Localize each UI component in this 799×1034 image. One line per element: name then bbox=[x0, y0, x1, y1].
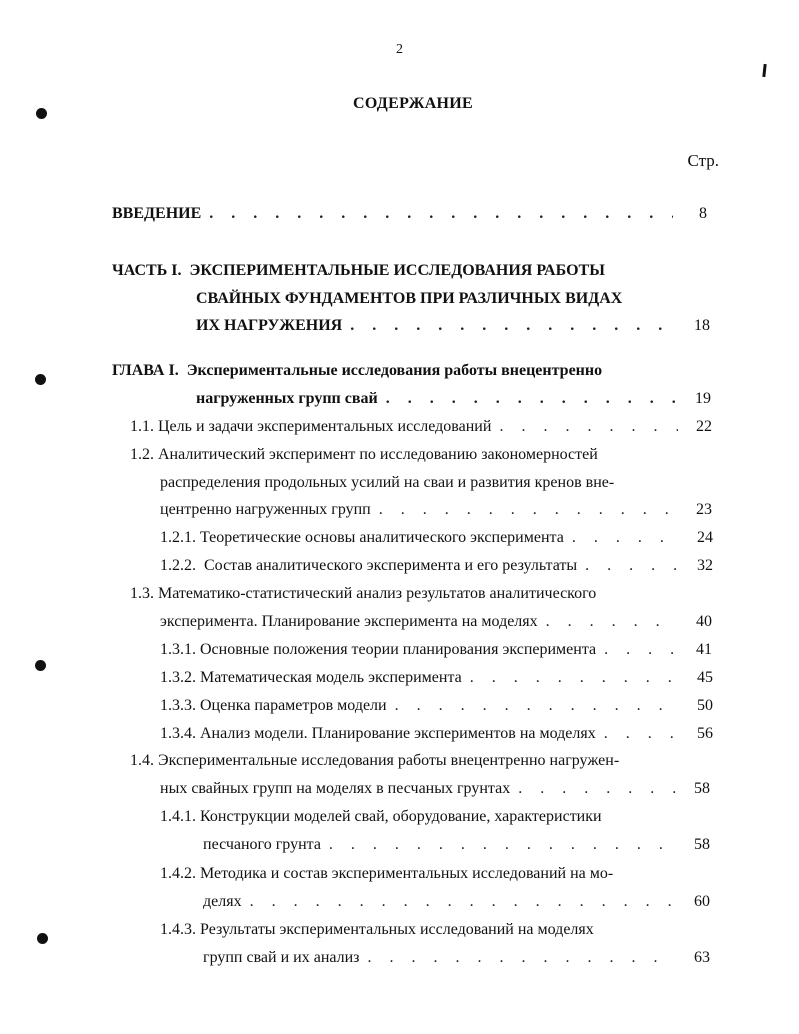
toc-entry-part-1[interactable] bbox=[196, 316, 710, 336]
leader-dots bbox=[250, 892, 676, 912]
toc-entry-1-1[interactable] bbox=[130, 417, 712, 437]
leader-dots bbox=[470, 668, 679, 688]
toc-entry-label: нагруженных групп свай bbox=[196, 390, 378, 407]
toc-entry-label: песчаного грунта bbox=[203, 836, 321, 853]
toc-page-number: 23 bbox=[696, 501, 712, 518]
toc-entry-1-4-3[interactable] bbox=[160, 920, 594, 940]
leader-dots bbox=[367, 948, 676, 968]
toc-entry-label: Результаты экспериментальных исследований на моделях bbox=[200, 921, 594, 938]
chapter-number: ГЛАВА I. bbox=[112, 362, 179, 379]
section-number: 1.2. bbox=[130, 446, 154, 463]
toc-entry-1-3-4[interactable] bbox=[160, 724, 713, 744]
chapter-title: Экспериментальные исследования работы внецентренно bbox=[186, 362, 603, 379]
toc-page-number: 8 bbox=[699, 205, 707, 222]
toc-entry-1-4-3-end[interactable] bbox=[203, 948, 710, 968]
section-number: 1.4.2. bbox=[160, 865, 196, 882]
leader-dots bbox=[585, 556, 679, 576]
part-title: ЭКСПЕРИМЕНТАЛЬНЫЕ ИССЛЕДОВАНИЯ РАБОТЫ bbox=[189, 262, 605, 279]
section-number: 1.3. bbox=[130, 585, 154, 602]
section-number: 1.2.2. bbox=[160, 557, 196, 574]
leader-dots bbox=[518, 779, 676, 799]
toc-entry-1-2-2[interactable] bbox=[160, 556, 713, 576]
toc-page-number: 19 bbox=[695, 390, 711, 407]
leader-dots bbox=[379, 500, 678, 520]
toc-page-number: 58 bbox=[694, 780, 710, 797]
toc-page-number: 18 bbox=[694, 317, 710, 334]
toc-entry-label: Аналитический эксперимент по исследованию закономерностей bbox=[158, 446, 598, 463]
toc-entry-1-3[interactable] bbox=[130, 584, 596, 604]
binder-hole-mark bbox=[37, 933, 48, 944]
toc-entry-1-4-1[interactable] bbox=[160, 807, 602, 827]
toc-entry-1-3-2[interactable] bbox=[160, 668, 713, 688]
toc-entry-label: Основные положения теории планирования эксперимента bbox=[200, 641, 597, 658]
toc-page-number: 24 bbox=[697, 529, 713, 546]
toc-entry-continuation: распределения продольных усилий на сваи и развития кренов вне- bbox=[160, 474, 615, 491]
toc-entry-1-4-2[interactable] bbox=[160, 864, 613, 884]
toc-entry-label: Цель и задачи экспериментальных исследований bbox=[158, 418, 492, 435]
section-number: 1.3.2. bbox=[160, 669, 196, 686]
toc-entry-label: ВВЕДЕНИЕ bbox=[112, 205, 202, 222]
toc-entry-label: Математическая модель эксперимента bbox=[200, 669, 462, 686]
toc-entry-label: делях bbox=[203, 893, 242, 910]
toc-entry-label: ИХ НАГРУЖЕНИЯ bbox=[196, 317, 343, 334]
leader-dots bbox=[386, 389, 677, 409]
leader-dots bbox=[395, 696, 679, 716]
toc-page-number: 40 bbox=[696, 613, 712, 630]
chapter-heading-line[interactable] bbox=[112, 361, 602, 381]
toc-entry-1-4[interactable] bbox=[130, 751, 619, 771]
toc-page-number: 32 bbox=[697, 557, 713, 574]
leader-dots bbox=[209, 204, 673, 224]
toc-page-number: 63 bbox=[694, 949, 710, 966]
binder-hole-mark bbox=[35, 374, 46, 385]
section-number: 1.3.4. bbox=[160, 725, 196, 742]
toc-page-number: 41 bbox=[696, 641, 712, 658]
toc-entry-label: Состав аналитического эксперимента и его результаты bbox=[204, 557, 578, 574]
toc-entry-1-4-end[interactable] bbox=[160, 779, 710, 799]
toc-page-number: 56 bbox=[697, 725, 713, 742]
page-column-label: Стр. bbox=[687, 151, 719, 170]
toc-entry-label: эксперимента. Планирование эксперимента на моделях bbox=[160, 613, 538, 630]
toc-entry-label: Методика и состав экспериментальных исследований на мо- bbox=[200, 865, 614, 882]
leader-dots bbox=[499, 417, 678, 437]
toc-entry-1-4-2-end[interactable] bbox=[203, 892, 710, 912]
section-number: 1.4. bbox=[130, 752, 154, 769]
binder-hole-mark bbox=[35, 660, 46, 671]
toc-entry-label: центренно нагруженных групп bbox=[160, 501, 371, 518]
section-number: 1.1. bbox=[130, 418, 154, 435]
toc-entry-label: Экспериментальные исследования работы внецентренно нагружен- bbox=[158, 752, 620, 769]
toc-entry-label: ных свайных групп на моделях в песчаных грунтах bbox=[160, 780, 511, 797]
page-number: 2 bbox=[396, 42, 403, 57]
leader-dots bbox=[604, 640, 678, 660]
part-number: ЧАСТЬ I. bbox=[112, 262, 182, 279]
toc-entry-1-2-1[interactable] bbox=[160, 528, 713, 548]
toc-entry-label: Математико-статистический анализ результатов аналитического bbox=[158, 585, 597, 602]
toc-entry-label: Конструкции моделей свай, оборудование, характеристики bbox=[200, 808, 602, 825]
section-number: 1.3.1. bbox=[160, 641, 196, 658]
leader-dots bbox=[329, 835, 676, 855]
toc-entry-label: Анализ модели. Планирование экспериментов на моделях bbox=[200, 725, 596, 742]
toc-entry-label: Теоретические основы аналитического эксперимента bbox=[200, 529, 564, 546]
toc-title: СОДЕРЖАНИЕ bbox=[352, 95, 474, 112]
toc-entry-1-4-1-end[interactable] bbox=[203, 835, 710, 855]
toc-page-number: 22 bbox=[696, 418, 712, 435]
toc-entry-label: Оценка параметров модели bbox=[200, 697, 387, 714]
leader-dots bbox=[350, 316, 676, 336]
leader-dots bbox=[604, 724, 679, 744]
toc-page-number: 60 bbox=[694, 893, 710, 910]
part-heading-line: СВАЙНЫХ ФУНДАМЕНТОВ ПРИ РАЗЛИЧНЫХ ВИДАХ bbox=[196, 290, 623, 307]
toc-page-number: 58 bbox=[694, 836, 710, 853]
leader-dots bbox=[572, 528, 679, 548]
toc-entry-label: групп свай и их анализ bbox=[203, 949, 360, 966]
part-heading-line[interactable] bbox=[112, 261, 605, 281]
toc-entry-1-2-end[interactable] bbox=[160, 500, 712, 520]
binder-hole-mark bbox=[36, 108, 47, 119]
toc-entry-1-3-1[interactable] bbox=[160, 640, 712, 660]
leader-dots bbox=[546, 612, 678, 632]
toc-entry-chapter-1[interactable] bbox=[196, 389, 711, 409]
toc-entry-introduction[interactable] bbox=[112, 204, 707, 224]
toc-entry-1-3-end[interactable] bbox=[160, 612, 712, 632]
toc-entry-1-3-3[interactable] bbox=[160, 696, 713, 716]
toc-page-number: 50 bbox=[697, 697, 713, 714]
section-number: 1.2.1. bbox=[160, 529, 196, 546]
section-number: 1.4.1. bbox=[160, 808, 196, 825]
section-number: 1.4.3. bbox=[160, 921, 196, 938]
scan-mark bbox=[762, 64, 766, 77]
section-number: 1.3.3. bbox=[160, 697, 196, 714]
toc-page-number: 45 bbox=[697, 669, 713, 686]
toc-entry-1-2[interactable] bbox=[130, 445, 598, 465]
